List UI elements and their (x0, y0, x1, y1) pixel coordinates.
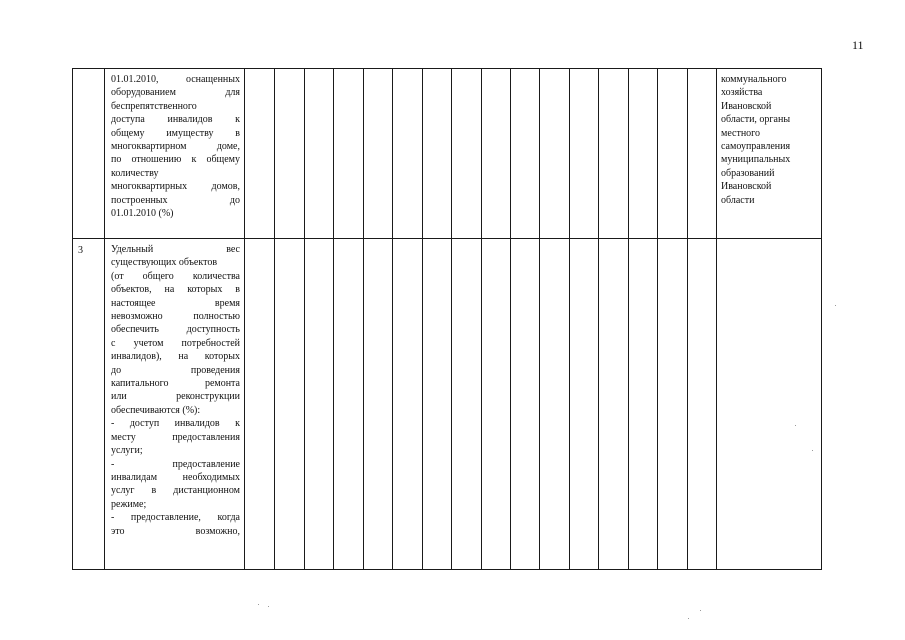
description-line: - предоставление, когда (111, 512, 240, 524)
value-cell (688, 69, 717, 239)
value-cell (658, 69, 688, 239)
row-number-cell: 3 (73, 239, 105, 570)
value-cell (423, 69, 452, 239)
value-cell (393, 239, 423, 570)
description-line: инвалидам необходимых (111, 471, 240, 483)
scan-speck (835, 305, 836, 306)
responsible-line: области (721, 194, 755, 206)
value-cell (364, 69, 393, 239)
description-line: обеспечиваются (%): (111, 404, 201, 416)
value-cell (245, 239, 275, 570)
table-row (73, 69, 822, 239)
description-line: услуг в дистанционном (111, 485, 240, 497)
value-cell (482, 69, 511, 239)
value-cell (540, 69, 570, 239)
description-line: настоящее время (111, 297, 240, 309)
scan-speck (688, 618, 689, 619)
description-line: количеству (111, 167, 159, 179)
row-number-cell (73, 69, 105, 239)
description-line: многоквартирных домов, (111, 181, 240, 193)
value-cell (393, 69, 423, 239)
value-cell (511, 239, 540, 570)
value-cell (570, 69, 599, 239)
responsible-executor-cell (717, 69, 822, 239)
description-line: по отношению к общему (111, 154, 240, 166)
value-cell (570, 239, 599, 570)
scan-speck (700, 610, 701, 611)
value-cell (275, 239, 305, 570)
description-line: общему имуществу в (111, 127, 240, 139)
description-line: обеспечить доступность (111, 324, 240, 336)
value-cell (423, 239, 452, 570)
description-line: оборудованием для (111, 87, 240, 99)
indicator-description-cell (105, 239, 245, 570)
value-cell (334, 69, 364, 239)
value-cell (511, 69, 540, 239)
value-cell (305, 239, 334, 570)
value-cell (599, 239, 629, 570)
description-line: 01.01.2010, оснащенных (111, 74, 240, 85)
description-line: - предоставление (111, 458, 240, 470)
value-cell (275, 69, 305, 239)
responsible-line: Ивановской (721, 181, 772, 193)
description-line: услуги; (111, 445, 143, 457)
responsible-line: хозяйства (721, 87, 763, 99)
responsible-line: самоуправления (721, 141, 791, 153)
value-cell (452, 69, 482, 239)
description-line: капитального ремонта (111, 378, 240, 390)
scan-speck (268, 606, 269, 607)
value-cell (334, 239, 364, 570)
description-line: инвалидов), на которых (111, 351, 240, 363)
responsible-line: образований (721, 167, 775, 179)
description-line: беспрепятственного (111, 100, 197, 112)
data-table (72, 68, 822, 570)
description-line: до проведения (111, 364, 240, 376)
scan-speck (795, 425, 796, 426)
responsible-line: муниципальных (721, 154, 791, 166)
indicator-description-cell (105, 69, 245, 239)
value-cell (364, 239, 393, 570)
scan-speck (812, 450, 813, 451)
description-line: - доступ инвалидов к (111, 418, 240, 430)
responsible-executor-cell (717, 239, 822, 570)
description-line: многоквартирном доме, (111, 141, 240, 153)
value-cell (688, 239, 717, 570)
page-number: 11 (852, 38, 864, 52)
description-line: (от общего количества (111, 270, 240, 282)
description-line: или реконструкции (111, 391, 240, 403)
description-line: 01.01.2010 (%) (111, 208, 174, 220)
description-line: месту предоставления (111, 431, 240, 443)
value-cell (245, 69, 275, 239)
description-line: существующих объектов (111, 257, 218, 269)
description-line: с учетом потребностей (111, 337, 240, 349)
value-cell (629, 69, 658, 239)
value-cell (629, 239, 658, 570)
description-line: доступа инвалидов к (111, 114, 240, 126)
responsible-line: Ивановской (721, 100, 772, 112)
responsible-line: местного (721, 127, 761, 139)
responsible-line: коммунального (721, 74, 787, 85)
value-cell (452, 239, 482, 570)
description-line: это возможно, (111, 525, 240, 537)
description-line: объектов, на которых в (111, 284, 240, 296)
description-line: режиме; (111, 498, 147, 510)
scan-speck (258, 604, 259, 605)
description-line: построенных до (111, 194, 240, 206)
table-row (73, 239, 822, 570)
value-cell (482, 239, 511, 570)
responsible-line: области, органы (721, 114, 791, 126)
description-line: Удельный вес (111, 244, 240, 255)
value-cell (540, 239, 570, 570)
value-cell (658, 239, 688, 570)
value-cell (599, 69, 629, 239)
value-cell (305, 69, 334, 239)
description-line: невозможно полностью (111, 311, 240, 323)
